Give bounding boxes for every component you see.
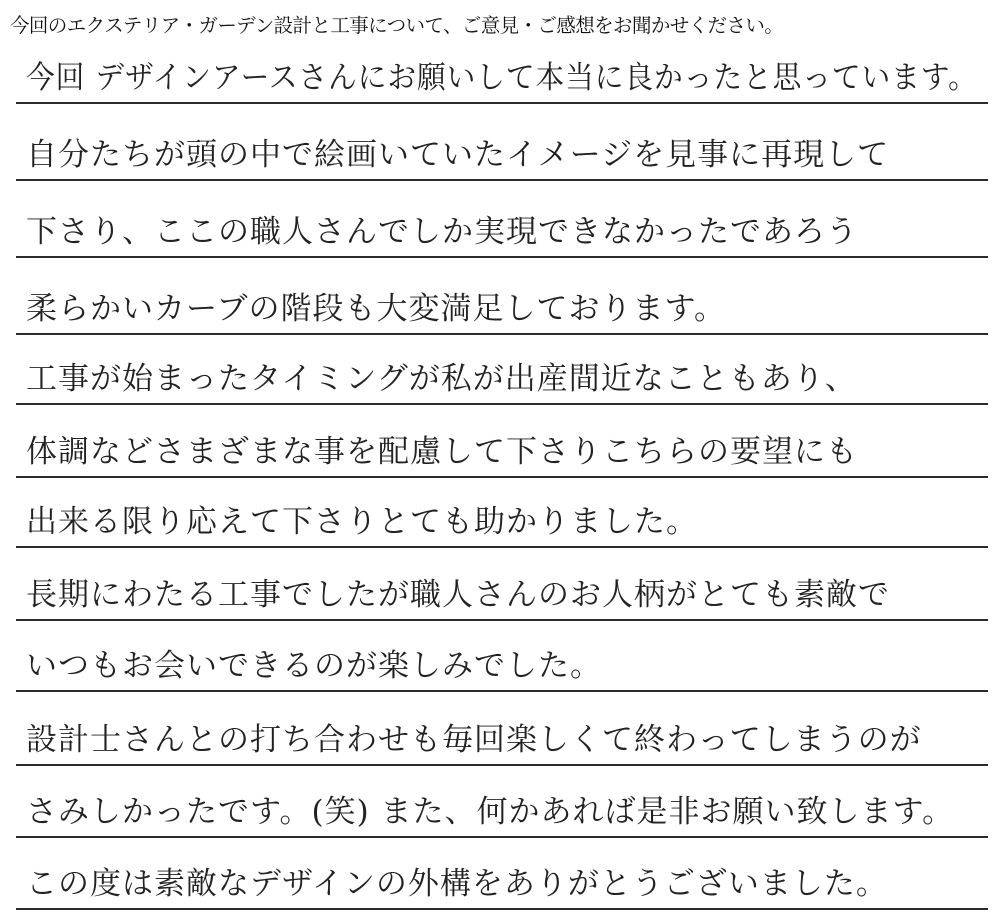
rule-line [16, 333, 988, 335]
handwritten-text: 体調などさまざまな事を配慮して下さりこちらの要望にも [26, 434, 858, 470]
rule-line [16, 619, 988, 621]
handwritten-text: 工事が始まったタイミングが私が出産間近なこともあり、 [26, 361, 857, 397]
rule-line [16, 546, 988, 548]
ruled-line [16, 624, 988, 692]
handwritten-text: この度は素敵なデザインの外構をありがとうございました。 [26, 866, 888, 902]
rule-line [16, 256, 988, 258]
ruled-line [16, 770, 988, 838]
rule-line [16, 179, 988, 181]
rule-line [16, 764, 988, 766]
ruled-line [16, 267, 988, 335]
handwritten-text: 下さり、ここの職人さんでしか実現できなかったであろう [26, 214, 858, 250]
ruled-line [16, 410, 988, 478]
handwritten-text: 設計士さんとの打ち合わせも毎回楽しくて終わってしまうのが [26, 722, 922, 758]
handwritten-text: さみしかったです。(笑) また、何かあれば是非お願い致します。 [26, 794, 955, 830]
ruled-line [16, 113, 988, 181]
rule-line [16, 908, 988, 910]
ruled-line [16, 337, 988, 405]
ruled-line [16, 190, 988, 258]
handwritten-text: 自分たちが頭の中で絵画いていたイメージを見事に再現して [26, 137, 890, 173]
ruled-line [16, 842, 988, 910]
rule-line [16, 102, 988, 104]
handwritten-text: 長期にわたる工事でしたが職人さんのお人柄がとても素敵で [26, 577, 890, 613]
prompt-heading: 今回のエクステリア・ガーデン設計と工事について、ご意見・ご感想をお聞かせください。 [10, 14, 784, 37]
ruled-line [16, 480, 988, 548]
ruled-line [16, 553, 988, 621]
ruled-line [16, 698, 988, 766]
ruled-line [16, 36, 988, 104]
handwritten-text: いつもお会いできるのが楽しみでした。 [26, 648, 602, 684]
rule-line [16, 476, 988, 478]
handwritten-text: 出来る限り応えて下さりとても助かりました。 [26, 504, 698, 540]
rule-line [16, 690, 988, 692]
handwritten-text: 柔らかいカーブの階段も大変満足しております。 [26, 291, 726, 327]
rule-line [16, 403, 988, 405]
rule-line [16, 836, 988, 838]
handwritten-text: 今回 デザインアースさんにお願いして本当に良かったと思っています。 [26, 60, 978, 96]
